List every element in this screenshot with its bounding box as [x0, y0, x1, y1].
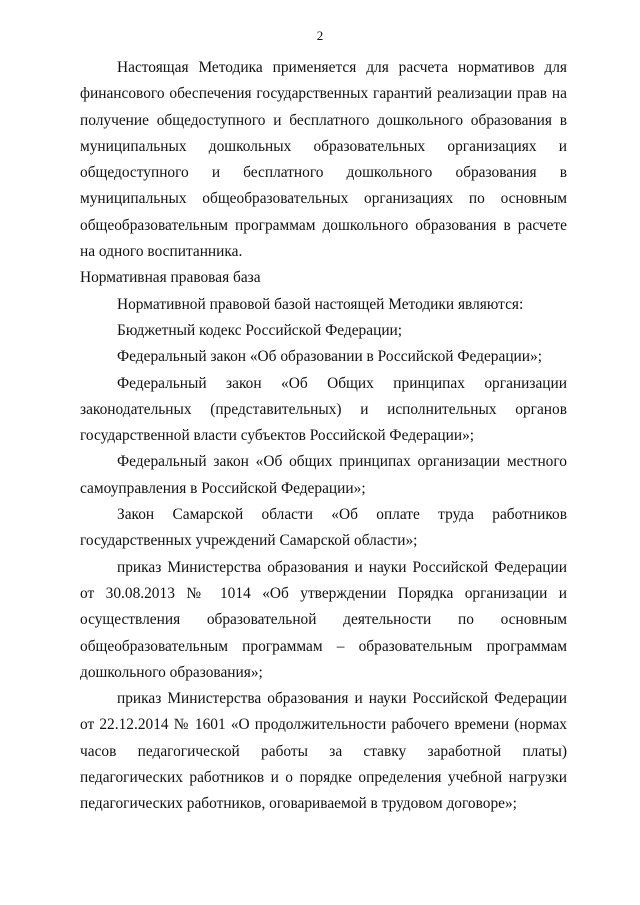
legal-item-local-government-law: Федеральный закон «Об общих принципах организации местного самоуправления в Российской Федерации»; [80, 453, 567, 497]
legal-item-order-1014: приказ Министерства образования и науки Российской Федерации от 30.08.2013 № 1014 «Об утверждении Порядка организации и осуществления образовательной деятельности по основным общеобразовательным программам – образовательным программам дошкольного образования»; [80, 558, 567, 681]
legal-item-regional-authorities-law: Федеральный закон «Об Общих принципах организации законодательных (представительных) и исполнительных органов государственной власти субъектов Российской Федерации»; [80, 374, 567, 445]
page-number: 2 [316, 28, 324, 43]
legal-item-order-1601: приказ Министерства образования и науки Российской Федерации от 22.12.2014 № 1601 «О продолжительности рабочего времени (нормах часов педагогической работы за ставку заработной платы) педагогических работников и о порядке определения учебной нагрузки педагогических работников, оговариваемой в трудовом договоре»; [80, 690, 567, 813]
document-body [80, 55, 567, 818]
legal-item-budget-code: Бюджетный кодекс Российской Федерации; [117, 321, 403, 339]
intro-paragraph: Настоящая Методика применяется для расчета нормативов для финансового обеспечения государственных гарантий реализации прав на получение общедоступного и бесплатного дошкольного образования в муниципальных дошкольных образовательных организациях и общедоступного и бесплатного дошкольного образования в муниципальных общеобразовательных организациях по основным общеобразовательным программам дошкольного образования в расчете на одного воспитанника. [80, 59, 567, 261]
legal-item-education-law: Федеральный закон «Об образовании в Российской Федерации»; [117, 348, 542, 366]
legal-item-samara-wages-law: Закон Самарской области «Об оплате труда работников государственных учреждений Самарской области»; [80, 506, 567, 550]
legal-basis-intro: Нормативной правовой базой настоящей Методики являются: [117, 295, 524, 313]
section-heading: Нормативная правовая база [80, 269, 261, 287]
